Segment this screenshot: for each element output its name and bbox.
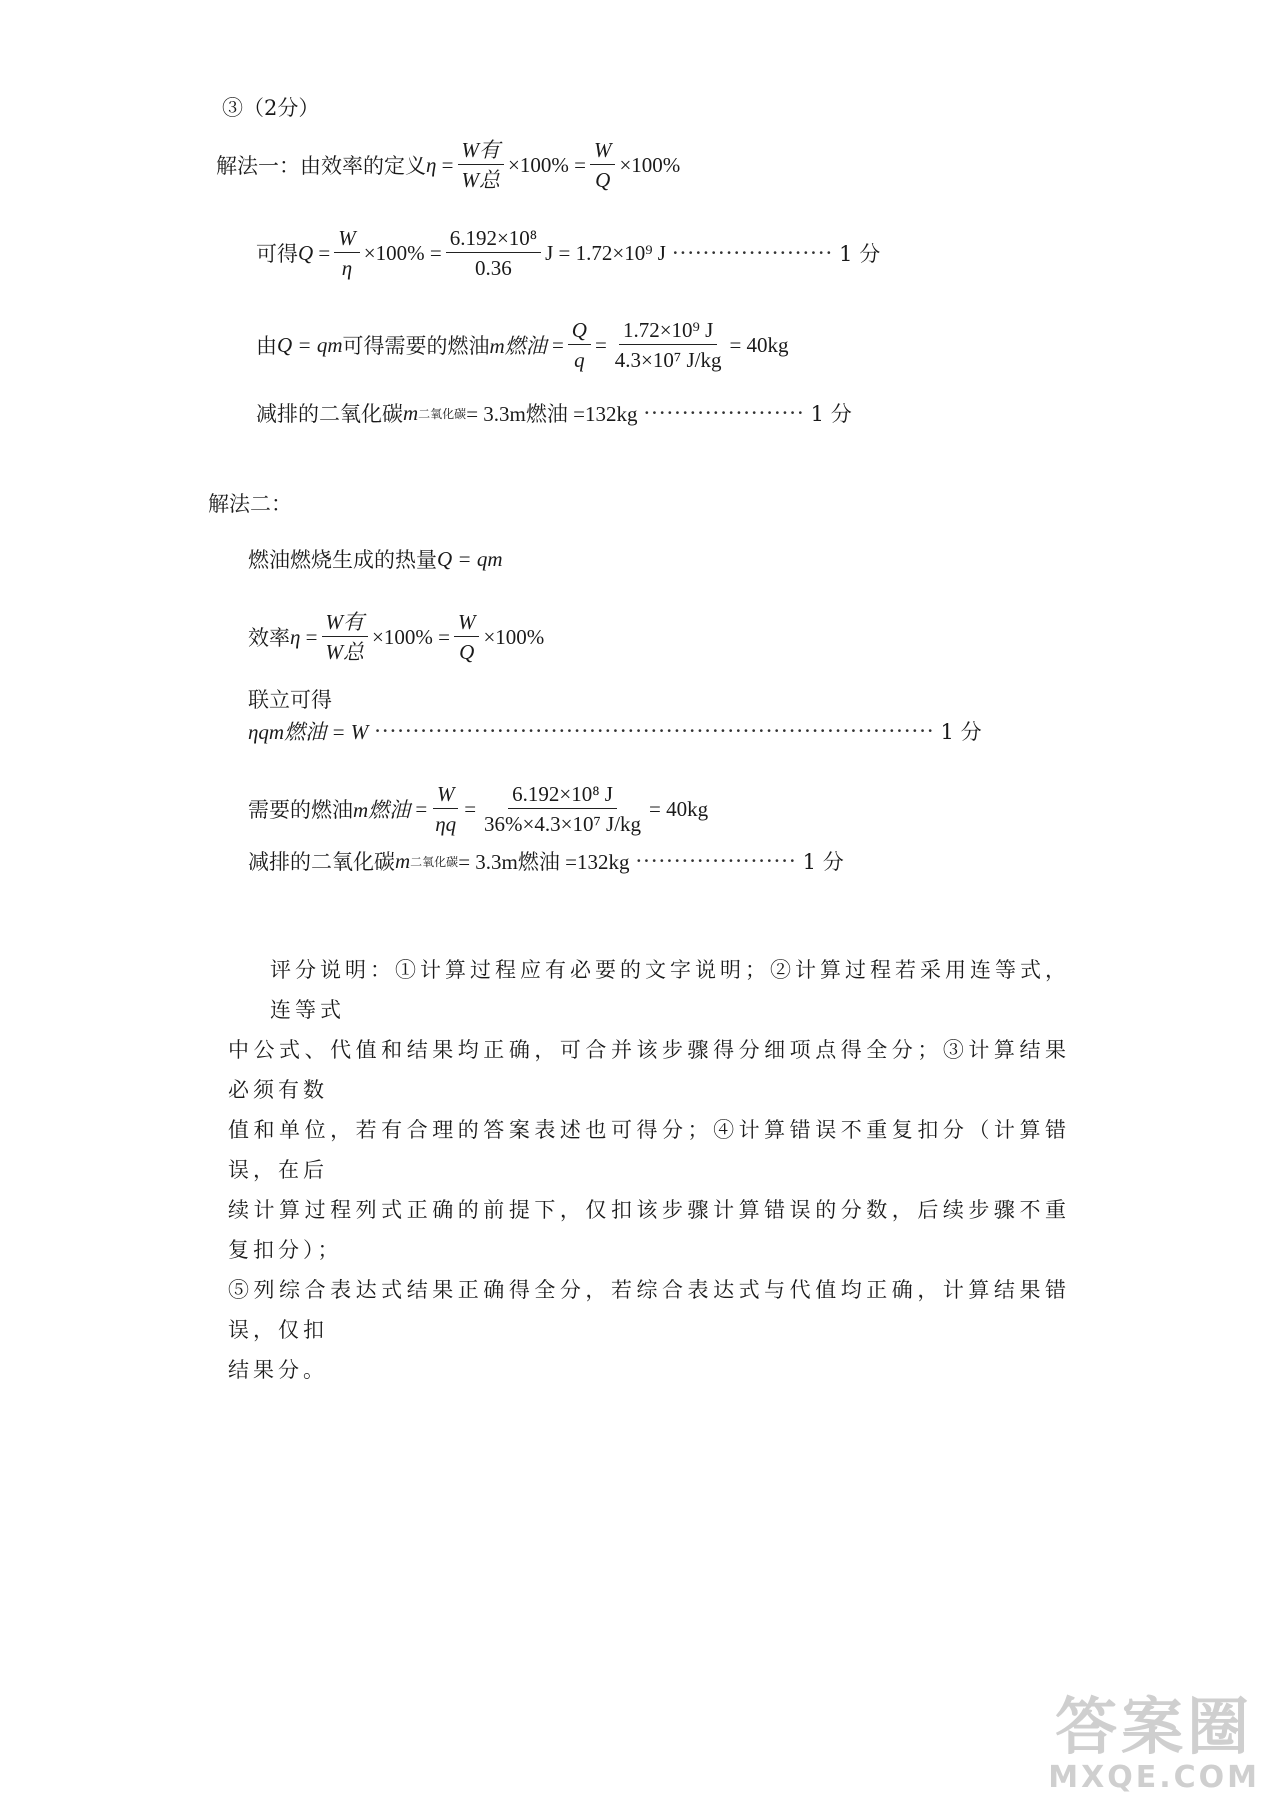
w-over-q-fraction xyxy=(590,138,616,192)
question-part-heading: ③（2分） xyxy=(222,96,320,120)
etaq-den: ηq xyxy=(435,812,457,837)
q-lhs: Q xyxy=(298,240,314,265)
method1-l2-text: 可得 xyxy=(256,242,298,267)
method2-l2-text: 效率 xyxy=(248,626,290,651)
method1-line3: 由 Q = qm 可得需要的燃油 m燃油 = $\frac{Q}{q}$ = $\frac{\text{1.72×10⁹ J}}{\text{4.3×10⁷ J/kg}}$ = 40kg xyxy=(256,318,789,373)
q-symbol: Q xyxy=(459,640,475,665)
method1-l4-text: 减排的二氧化碳 xyxy=(256,402,403,426)
scoring-notes xyxy=(228,950,1070,1390)
fuel-num: 6.192×10⁸ J xyxy=(508,782,617,809)
q-qm-formula: Q = qm xyxy=(437,546,503,571)
value-fraction xyxy=(446,226,541,280)
method2-line3: 联立可得 xyxy=(248,688,332,712)
leader-dots: ····················· xyxy=(643,401,805,425)
method1-line2: 可得 Q = $\frac{W}{\eta}$ ×100% = $\frac{\text{6.192×10⁸}}{0.36}$ J = 1.72×10⁹ J ····················· 1 分 xyxy=(256,226,881,281)
w-over-eta-fraction xyxy=(334,226,360,280)
notes-line: 值和单位，若有合理的答案表述也可得分；④计算错误不重复扣分（计算错误，在后 xyxy=(228,1118,1070,1182)
times-100-b: ×100% xyxy=(619,152,681,177)
method2-l6-text: 减排的二氧化碳 xyxy=(248,850,395,874)
method1-line1: 解法一： 由效率的定义 η = $\frac{\text{W有}}{\text{W总}}$ ×100% = $\frac{W}{Q}$ ×100% xyxy=(216,138,681,193)
w-you: W有 xyxy=(458,138,505,165)
q-den: q xyxy=(574,348,585,373)
fuel-result: = 40kg xyxy=(729,332,789,357)
fuel-value-fraction xyxy=(480,782,645,836)
w-you: W有 xyxy=(322,610,369,637)
m-co2: m xyxy=(395,848,411,873)
method1-line4 xyxy=(256,398,852,428)
method1-l3-text: 由 xyxy=(256,334,277,359)
q-qm-formula: Q = qm xyxy=(277,332,343,357)
co2-expr: = 3.3m燃油 =132kg xyxy=(458,850,630,874)
method1-l1-text: 由效率的定义 xyxy=(300,154,426,179)
eta-symbol: η xyxy=(426,152,437,177)
notes-line: ⑤列综合表达式结果正确得全分，若综合表达式与代值均正确，计算结果错误，仅扣 xyxy=(228,1278,1070,1342)
score-mark: 1 分 xyxy=(940,720,982,744)
w-num: W xyxy=(334,226,360,253)
efficiency-fraction xyxy=(458,138,505,192)
method1-l3-text2: 可得需要的燃油 xyxy=(342,334,490,359)
watermark-logo-text: 答案圈 xyxy=(1055,1690,1254,1763)
m-fuel: m燃油 xyxy=(489,334,547,359)
w-over-etaq-fraction xyxy=(431,782,460,836)
method2-line2: 效率 η = $\frac{\text{W有}}{\text{W总}}$ ×100% = $\frac{W}{Q}$ ×100% xyxy=(248,610,545,665)
co2-subscript: 二氧化碳 xyxy=(410,854,459,869)
m-co2: m xyxy=(403,400,419,425)
watermark-url: MXQE.COM xyxy=(1048,1760,1260,1795)
method2-line1 xyxy=(248,544,503,574)
leader-dots: ····················· xyxy=(635,849,797,873)
fuel-den: 36%×4.3×10⁷ J/kg xyxy=(484,812,642,837)
score-mark: 1 分 xyxy=(802,850,844,874)
times-100: ×100% xyxy=(363,240,425,265)
method2-line5: 需要的燃油 m燃油 = $\frac{W}{\eta q}$ = $\frac{\text{6.192×10⁸ J}}{\text{36\%×4.3×10⁷ J/kg}}$ = 40kg xyxy=(248,782,709,837)
eta-q-m-expr: ηqm燃油 = W xyxy=(248,720,369,744)
notes-line: 评分说明：①计算过程应有必要的文字说明；②计算过程若采用连等式，连等式 xyxy=(270,958,1070,1022)
method2-line4 xyxy=(248,716,982,746)
site-watermark xyxy=(1048,1677,1260,1795)
w-zong: W总 xyxy=(461,168,501,193)
notes-line: 中公式、代值和结果均正确，可合并该步骤得分细项点得全分；③计算结果必须有数 xyxy=(228,1038,1070,1102)
leader-dots: ········································································· xyxy=(374,719,935,743)
fuel-num: 1.72×10⁹ J xyxy=(619,318,717,345)
w-num: W xyxy=(433,782,459,809)
w-zong: W总 xyxy=(325,640,365,665)
method2-l1-text: 燃油燃烧生成的热量 xyxy=(248,548,437,572)
times-100-a: ×100% xyxy=(372,624,433,649)
eta-den: η xyxy=(341,256,353,281)
notes-line: 续计算过程列式正确的前提下，仅扣该步骤计算错误的分数，后续步骤不重复扣分）； xyxy=(228,1198,1070,1262)
times-100-a: ×100% xyxy=(508,152,569,177)
method1-label: 解法一： xyxy=(216,154,300,179)
times-100-b: ×100% xyxy=(483,624,545,649)
fuel-value-fraction xyxy=(611,318,726,372)
notes-line: 结果分。 xyxy=(228,1358,328,1382)
fuel-result: = 40kg xyxy=(649,796,709,821)
q-num: Q xyxy=(568,318,591,345)
score-mark: 1 分 xyxy=(839,242,881,267)
method2-l5-text: 需要的燃油 xyxy=(248,798,353,823)
co2-subscript: 二氧化碳 xyxy=(418,406,467,421)
eta-symbol: η xyxy=(290,624,301,649)
fuel-den: 4.3×10⁷ J/kg xyxy=(614,348,722,373)
efficiency-fraction xyxy=(322,610,369,664)
w-over-q-fraction xyxy=(454,610,480,664)
q-result: J = 1.72×10⁹ J xyxy=(545,240,666,265)
method2-line6 xyxy=(248,846,844,876)
co2-expr: = 3.3m燃油 =132kg xyxy=(466,402,638,426)
w-symbol: W xyxy=(454,610,480,637)
w-symbol: W xyxy=(590,138,616,165)
q-over-q-fraction xyxy=(568,318,591,372)
q-symbol: Q xyxy=(595,168,611,193)
value-den: 0.36 xyxy=(475,256,512,281)
m-fuel: m燃油 xyxy=(353,798,411,823)
method2-label: 解法二： xyxy=(208,492,292,516)
value-num: 6.192×10⁸ xyxy=(446,226,541,253)
score-mark: 1 分 xyxy=(810,402,852,426)
leader-dots: ····················· xyxy=(671,241,834,266)
